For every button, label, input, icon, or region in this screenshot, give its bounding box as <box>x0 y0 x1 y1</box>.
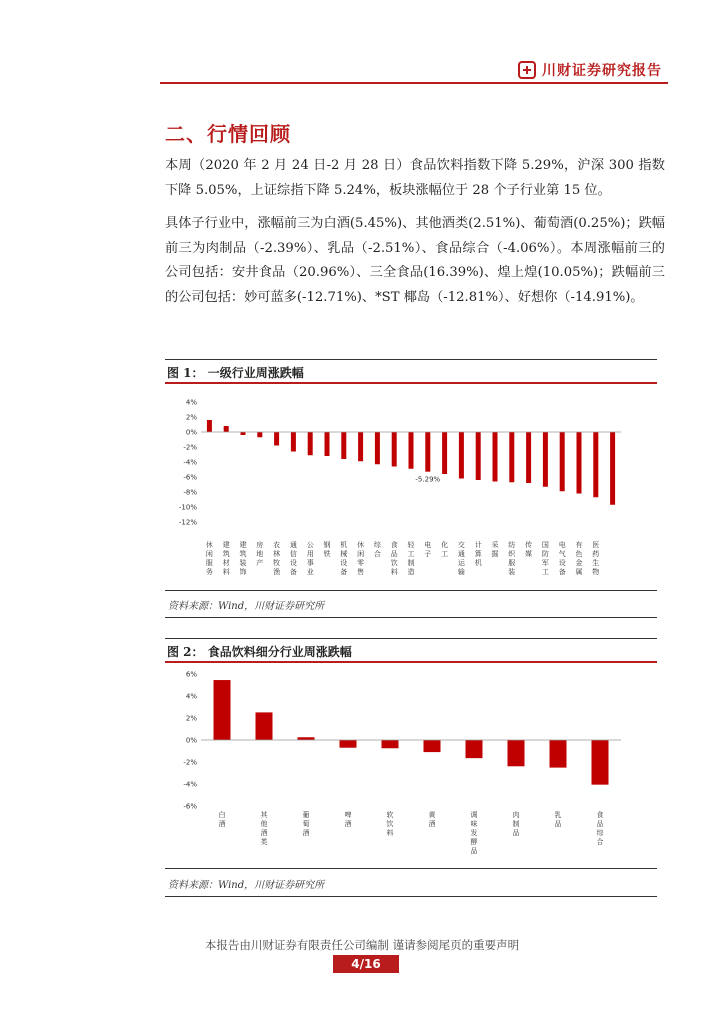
bar <box>577 432 582 494</box>
brand-logo-icon <box>518 61 536 79</box>
bar <box>509 432 514 482</box>
bar <box>308 432 313 455</box>
bar <box>610 432 615 505</box>
figure2-title: 图 2： 食品饮料细分行业周涨跌幅 <box>167 645 352 659</box>
y-tick-label: -12% <box>178 518 197 527</box>
page-number: 4/16 <box>333 955 399 973</box>
category-label: 轻工制造 <box>407 541 415 576</box>
y-tick-label: -4% <box>183 780 197 789</box>
category-label: 医药生物 <box>592 541 600 576</box>
category-label: 调味发酵品 <box>470 811 478 855</box>
y-tick-label: 2% <box>185 413 197 422</box>
bar <box>291 432 296 452</box>
bar <box>459 432 464 479</box>
bar <box>425 432 430 472</box>
figure2-source-rule <box>165 896 657 897</box>
category-label: 农林牧渔 <box>273 541 281 576</box>
category-label: 白酒 <box>218 811 226 828</box>
bar <box>526 432 531 483</box>
bar <box>341 432 346 459</box>
paragraph-market-review: 本周（2020 年 2 月 24 日-2 月 28 日）食品饮料指数下降 5.29%，沪深 300 指数下降 5.05%，上证综指下降 5.24%，板块涨幅位于 28 个子行业第 15 位。 <box>165 158 665 198</box>
data-annotation: -5.29% <box>415 475 441 484</box>
category-label: 化工 <box>441 541 449 558</box>
category-label: 交通运输 <box>457 541 465 576</box>
bar <box>592 740 609 785</box>
y-tick-label: 4% <box>185 692 197 701</box>
category-label: 机械设备 <box>340 541 348 576</box>
category-label: 采掘 <box>491 541 499 558</box>
y-tick-label: -8% <box>183 488 197 497</box>
y-tick-label: -2% <box>183 443 197 452</box>
category-label: 葡萄酒 <box>302 811 310 837</box>
bar <box>560 432 565 491</box>
figure2-top-rule <box>165 638 657 639</box>
category-label: 房地产 <box>256 541 264 567</box>
category-label: 传媒 <box>525 541 533 558</box>
y-tick-label: 6% <box>185 670 197 679</box>
category-label: 休闲零售 <box>357 541 365 576</box>
bar <box>340 740 357 748</box>
category-label: 其他酒类 <box>260 811 268 846</box>
category-label: 食品综合 <box>596 811 604 846</box>
brand-name: 川财证券研究报告 <box>542 63 662 79</box>
category-label: 钢铁 <box>323 541 331 558</box>
category-label: 啤酒 <box>344 811 352 828</box>
category-label: 电子 <box>424 541 432 558</box>
bar <box>543 432 548 487</box>
figure1-top-rule <box>165 359 657 360</box>
category-label: 计算机 <box>474 541 482 567</box>
y-tick-label: -10% <box>178 503 197 512</box>
chart-industry-weekly-change <box>165 390 657 590</box>
y-tick-label: 4% <box>185 398 197 407</box>
category-label: 食品饮料 <box>390 541 398 576</box>
paragraph-subsector-review: 具体子行业中，涨幅前三为白酒(5.45%)、其他酒类(2.51%)、葡萄酒(0.25%)；跌幅前三为肉制品（-2.39%）、乳品（-2.51%）、食品综合（-4.06%）。本周涨幅前三的公司包括：安井食品（20.96%）、三全食品(16.39%)、煌上煌(10.05%)；跌幅前三的公司包括：妙可蓝多(-12.71%)、*ST 椰岛（-12.81%）、好想你（-14.91%)。 <box>165 216 665 305</box>
bar <box>256 712 273 740</box>
category-label: 电气设备 <box>558 541 566 576</box>
bar <box>241 432 246 435</box>
y-tick-label: 2% <box>185 714 197 723</box>
category-label: 乳品 <box>554 811 562 828</box>
category-label: 通信设备 <box>289 541 297 576</box>
category-label: 建筑装饰 <box>239 541 247 576</box>
y-tick-label: -6% <box>183 473 197 482</box>
category-label: 休闲服务 <box>205 541 213 576</box>
bar <box>409 432 414 469</box>
figure2-title-rule <box>165 661 657 663</box>
header-divider <box>160 82 668 84</box>
bar <box>424 740 441 752</box>
brand-header <box>518 60 662 80</box>
category-label: 综合 <box>373 541 381 558</box>
category-label: 国防军工 <box>541 541 549 576</box>
bar <box>442 432 447 474</box>
y-tick-label: -6% <box>183 802 197 811</box>
y-tick-label: 0% <box>185 736 197 745</box>
figure1-bottom-rule <box>165 590 657 591</box>
bar <box>224 426 229 432</box>
y-tick-label: -2% <box>183 758 197 767</box>
bar <box>476 432 481 480</box>
category-label: 公用事业 <box>306 541 314 576</box>
figure1-source: 资料来源：Wind，川财证券研究所 <box>168 601 325 612</box>
bar <box>382 740 399 748</box>
category-label: 肉制品 <box>512 811 520 837</box>
bar <box>550 740 567 768</box>
figure2-source: 资料来源：Wind，川财证券研究所 <box>168 880 325 891</box>
figure1-title-rule <box>165 382 657 384</box>
footer-disclaimer: 本报告由川财证券有限责任公司编制 谨请参阅尾页的重要声明 <box>204 938 520 952</box>
bar <box>298 737 315 740</box>
bar <box>508 740 525 766</box>
bar <box>214 680 231 740</box>
figure1-title: 图 1： 一级行业周涨跌幅 <box>167 366 304 380</box>
category-label: 软饮料 <box>386 811 394 837</box>
category-label: 黄酒 <box>428 811 436 828</box>
bar <box>392 432 397 467</box>
bar <box>257 432 262 437</box>
bar <box>375 432 380 464</box>
bar <box>207 420 212 432</box>
y-tick-label: -4% <box>183 458 197 467</box>
bar <box>325 432 330 456</box>
section-title: 二、行情回顾 <box>165 122 291 146</box>
bar <box>358 432 363 461</box>
category-label: 有色金属 <box>575 541 583 576</box>
bar <box>466 740 483 758</box>
category-label: 纺织服装 <box>508 541 516 576</box>
bar <box>274 432 279 446</box>
figure2-bottom-rule <box>165 868 657 869</box>
chart-food-beverage-subsector-change <box>165 666 657 868</box>
figure1-source-rule <box>165 617 657 618</box>
y-tick-label: 0% <box>185 428 197 437</box>
category-label: 建筑材料 <box>222 541 230 576</box>
bar <box>493 432 498 482</box>
bar <box>593 432 598 497</box>
